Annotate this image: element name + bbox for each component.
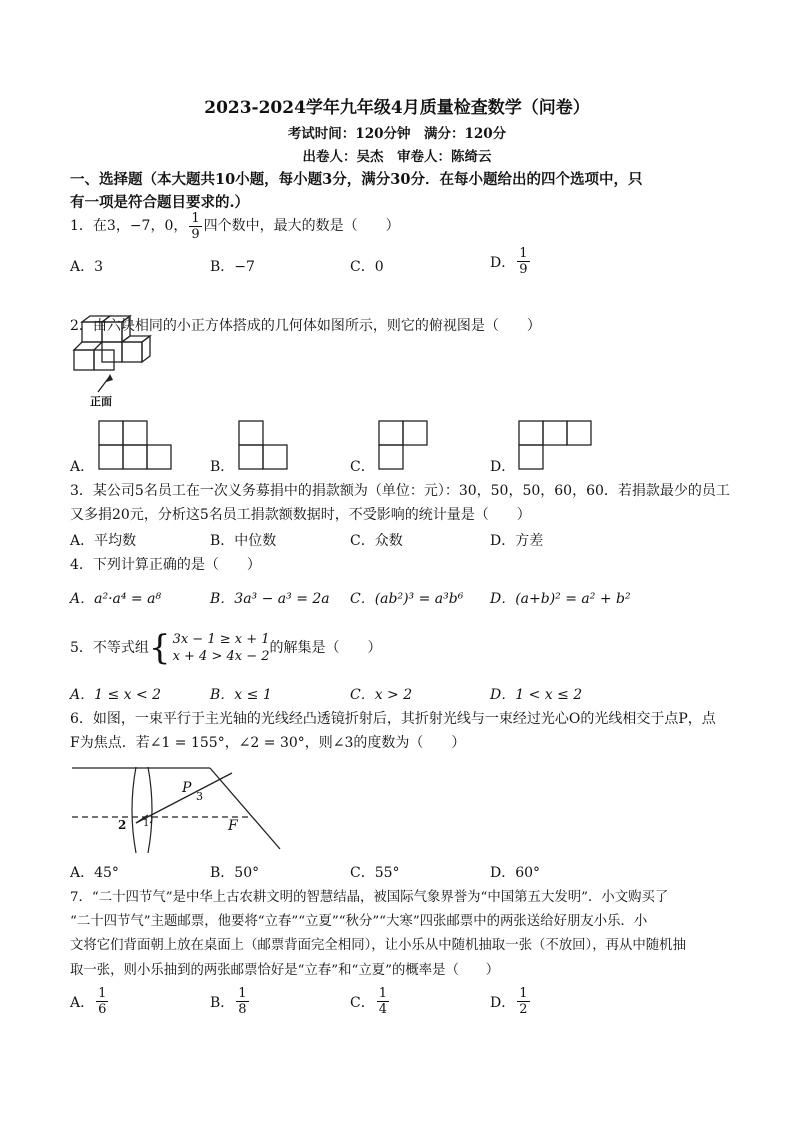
q7-option-d-den: 2 (519, 1002, 528, 1017)
q7-option-a[interactable] (70, 986, 110, 1017)
q1-stem-part-a: 1．在3，−7，0， (70, 218, 188, 234)
section-heading-line1: 一、选择题（本大题共10小题，每小题3分，满分30分．在每小题给出的四个选项中，只 (70, 171, 643, 188)
q3-option-d[interactable]: D．方差 (490, 533, 544, 549)
q7-option-a-num: 1 (98, 986, 107, 1001)
q2-option-c-view (377, 420, 437, 470)
q6-label-3: 3 (196, 790, 203, 803)
question-6-line1: 6．如图，一束平行于主光轴的光线经凸透镜折射后，其折射光线与一束经过光心O的光线相交于点P，点 (70, 711, 716, 727)
q1-frac-num: 1 (191, 210, 200, 226)
q5-inequality-1: 3x − 1 ≥ x + 1 (172, 632, 270, 647)
q7-option-a-fraction (96, 986, 108, 1017)
q6-label-1: 1 (143, 818, 150, 829)
q2-option-c-label[interactable]: C． (350, 459, 375, 475)
q2-front-label: 正面 (90, 395, 112, 408)
q1-option-a[interactable]: A．3 (70, 259, 104, 275)
q6-label-2: 2 (118, 818, 127, 832)
q7-option-b-fraction (236, 986, 248, 1017)
page-title: 2023-2024学年九年级4月质量检查数学（问卷） (204, 98, 590, 118)
question-4-stem: 4．下列计算正确的是（ ） (70, 557, 261, 573)
q2-option-d-label[interactable]: D． (490, 459, 516, 475)
q2-option-a-label[interactable]: A． (70, 459, 95, 475)
q6-option-a[interactable]: A．45° (70, 865, 119, 881)
q6-option-b[interactable]: B．50° (210, 865, 260, 881)
exam-authors: 出卷人：吴杰 审卷人：陈绮云 (302, 149, 492, 165)
q1-option-d[interactable] (490, 246, 532, 277)
q1-option-d-num: 1 (519, 246, 528, 261)
q1-option-d-label: D． (490, 254, 516, 271)
q4-option-c[interactable]: C．(ab²)³ = a³b⁶ (350, 591, 464, 607)
q5-stem-part-a: 5．不等式组 (70, 640, 149, 656)
q4-option-d[interactable]: D．(a+b)² = a² + b² (490, 591, 631, 607)
q1-fraction (189, 211, 201, 242)
q2-option-d-view (517, 420, 597, 470)
q2-option-b-label[interactable]: B． (210, 459, 235, 475)
q3-option-c[interactable]: C．众数 (350, 533, 403, 549)
q5-option-b[interactable]: B．x ≤ 1 (210, 687, 272, 703)
exam-info: 考试时间：120分钟 满分：120分 (287, 126, 507, 142)
q5-option-d[interactable]: D．1 < x ≤ 2 (490, 687, 583, 703)
question-7-line1: 7．“二十四节气”是中华上古农耕文明的智慧结晶，被国际气象界誉为“中国第五大发明”．小文购买了 (70, 890, 669, 905)
question-1-stem (70, 208, 400, 244)
q6-label-f: F (228, 818, 238, 834)
q1-option-d-den: 9 (519, 262, 528, 277)
q5-stem-part-b: 的解集是（ ） (269, 640, 382, 656)
q3-option-a[interactable]: A．平均数 (70, 533, 137, 549)
q7-option-c-den: 4 (378, 1002, 387, 1017)
question-6-line2: F为焦点．若∠1 = 155°，∠2 = 30°，则∠3的度数为（ ） (70, 735, 466, 751)
q6-lens-figure (70, 765, 270, 860)
question-7-line2: “二十四节气”主题邮票，他要将“立春”“立夏”“秋分”“大寒”四张邮票中的两张送给好朋友小乐．小 (70, 914, 648, 929)
q7-option-b-den: 8 (238, 1002, 247, 1017)
q7-option-c-fraction (377, 986, 389, 1017)
q6-option-d[interactable]: D．60° (490, 865, 541, 881)
q7-option-d-label: D． (490, 994, 516, 1011)
q5-inequality-system: { 3x − 1 ≥ x + 1 x + 4 > 4x − 2 (148, 628, 270, 668)
q1-stem-part-b: 四个数中，最大的数是（ ） (203, 218, 400, 234)
q6-label-p: P (182, 780, 192, 796)
q7-option-b-label: B． (210, 994, 235, 1011)
q7-option-c[interactable] (350, 986, 391, 1017)
q7-option-a-den: 6 (98, 1002, 107, 1017)
q1-option-c[interactable]: C．0 (350, 259, 384, 275)
question-5-stem (70, 628, 382, 668)
q4-option-a[interactable]: A．a²·a⁴ = a⁸ (70, 591, 162, 607)
q2-solid-figure (70, 310, 170, 410)
q7-option-b[interactable] (210, 986, 251, 1017)
question-7-line4: 取一张，则小乐抽到的两张邮票恰好是“立春”和“立夏”的概率是（ ） (70, 963, 500, 978)
question-3-line1: 3．某公司5名员工在一次义务募捐中的捐款额为（单位：元）：30，50，50，60，60．若捐款最少的员工 (70, 483, 730, 499)
section-heading-line2: 有一项是符合题目要求的.） (70, 194, 250, 211)
q7-option-d[interactable] (490, 986, 532, 1017)
q7-option-c-num: 1 (378, 986, 387, 1001)
q7-option-c-label: C． (350, 994, 375, 1011)
q6-option-c[interactable]: C．55° (350, 865, 400, 881)
q5-inequality-2: x + 4 > 4x − 2 (172, 649, 270, 664)
q6-lens (132, 767, 136, 853)
q1-frac-den: 9 (191, 226, 200, 242)
q2-option-b-view (237, 420, 297, 470)
q1-option-d-fraction (517, 246, 529, 277)
q7-option-b-num: 1 (238, 986, 247, 1001)
q1-option-b[interactable]: B．−7 (210, 259, 255, 275)
question-7-line3: 文将它们背面朝上放在桌面上（邮票背面完全相同），让小乐从中随机抽取一张（不放回），再从中随机抽 (70, 938, 686, 953)
question-3-line2: 又多捐20元，分析这5名员工捐款额数据时，不受影响的统计量是（ ） (70, 507, 531, 523)
q2-option-a-view (97, 420, 177, 470)
q7-option-d-fraction (517, 986, 529, 1017)
q3-option-b[interactable]: B．中位数 (210, 533, 277, 549)
q7-option-a-label: A． (70, 994, 95, 1011)
q5-option-c[interactable]: C．x > 2 (350, 687, 413, 703)
q7-option-d-num: 1 (519, 986, 528, 1001)
q4-option-b[interactable]: B．3a³ − a³ = 2a (210, 591, 330, 607)
question-2-stem: 2．由六块相同的小正方体搭成的几何体如图所示，则它的俯视图是（ ） (70, 318, 541, 334)
q5-option-a[interactable]: A．1 ≤ x < 2 (70, 687, 162, 703)
